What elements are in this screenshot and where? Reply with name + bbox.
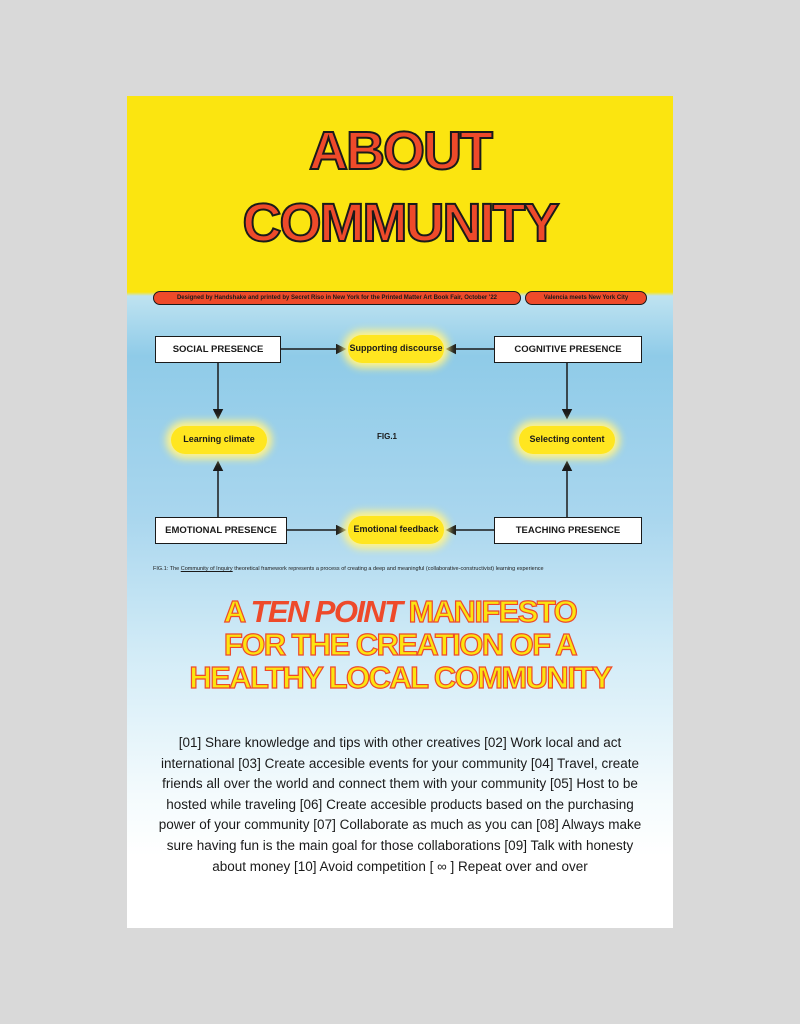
fig-label: FIG.1 (377, 432, 398, 441)
box-emotional-presence: EMOTIONAL PRESENCE (155, 517, 287, 544)
pill-supporting-discourse: Supporting discourse (348, 335, 444, 363)
box-teaching-presence: TEACHING PRESENCE (494, 517, 642, 544)
credit-city: Valencia meets New York City (525, 291, 647, 305)
credit-bar: Designed by Handshake and printed by Secret Riso in New York for the Printed Matter Art Book Fair, October '22 (153, 291, 521, 305)
poster (127, 96, 673, 928)
manifesto-title-line1: A TEN POINT MANIFESTO (223, 594, 577, 629)
ten-point-emphasis: TEN POINT (250, 594, 402, 629)
title-community: COMMUNITY (242, 193, 558, 253)
pill-emotional-feedback: Emotional feedback (348, 516, 444, 544)
manifesto-title-line2: FOR THE CREATION OF A (223, 627, 577, 662)
box-cognitive-presence: COGNITIVE PRESENCE (494, 336, 642, 363)
title-about: ABOUT (309, 121, 491, 181)
pill-learning-climate: Learning climate (171, 426, 267, 454)
figure-caption: FIG.1: The Community of Inquiry theoretical framework represents a process of creating a deep and meaningful (collaborative-constructivist) learning experience (153, 566, 544, 572)
caption-link: Community of Inquiry (180, 566, 233, 572)
manifesto-title-line3: HEALTHY LOCAL COMMUNITY (189, 660, 611, 695)
manifesto-points: [01] Share knowledge and tips with other creatives [02] Work local and act international [03] Create accesible events for your community [04] Travel, create friends all over the world and connect them with your community [05] Host to be hosted while traveling [06] Create accesible products based on the purchasing power of your community [07] Collaborate as much as you can [08] Always make sure having fun is the main goal for those collaborations [09] Talk with honesty about money [10] Avoid competition [ ∞ ] Repeat over and over (158, 735, 642, 874)
pill-selecting-content: Selecting content (519, 426, 615, 454)
box-social-presence: SOCIAL PRESENCE (155, 336, 281, 363)
